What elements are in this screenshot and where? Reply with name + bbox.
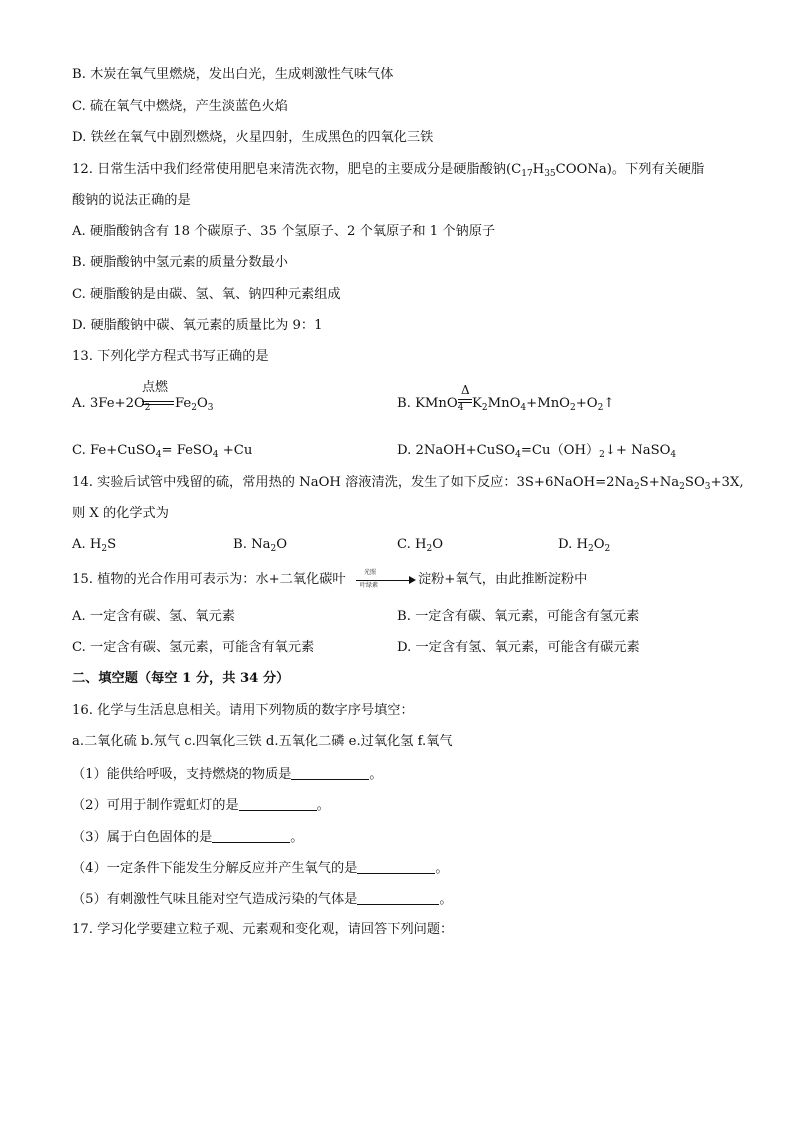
q16-blank-5[interactable] [357,890,439,905]
q13-b-condition: Δ [461,383,470,397]
q14-option-d: D. $H_2O_2$ [558,537,611,554]
q12-option-a: A. 硬脂酸钠含有 18 个碳原子、35 个氢原子、2 个氧原子和 1 个钠原子 [72,224,496,239]
q15-stem-left: 15. 植物的光合作用可表示为：水+二氧化碳叶 [72,572,346,587]
q11-option-c: C. 硫在氧气中燃烧，产生淡蓝色火焰 [72,99,288,114]
section-2-heading: 二、填空题（每空 1 分，共 34 分） [72,671,290,686]
q15-option-d: D. 一定含有氢、氧元素，可能含有碳元素 [397,640,640,655]
q14-stem-line2: 则 X 的化学式为 [72,506,169,521]
q16-part-1: （1）能供给呼吸，支持燃烧的物质是 。 [72,767,383,782]
q13-option-a-left: A. $3Fe+2O_2$ [72,396,151,413]
q12-stem-line2: 酸钠的说法正确的是 [72,193,191,208]
q13-b-equals-sign [458,399,472,403]
q16-substances: a.二氧化硫 b.氖气 c.四氧化三铁 d.五氧化二磷 e.过氧化氢 f.氧气 [72,734,453,749]
q13-option-a-right: $Fe_2O_3$ [175,396,214,413]
q15-arrow-condition-bottom: 叶绿素 [360,582,379,589]
q13-stem: 13. 下列化学方程式书写正确的是 [72,349,269,364]
q16-part-2: （2）可用于制作霓虹灯的是 。 [72,798,330,813]
q15-arrow-head-icon [409,576,416,584]
q13-a-condition: 点燃 [142,380,169,395]
q15-option-c: C. 一定含有碳、氢元素，可能含有氧元素 [72,640,315,655]
q12-option-c: C. 硬脂酸钠是由碳、氢、氧、钠四种元素组成 [72,287,341,302]
q16-blank-4[interactable] [357,859,435,874]
q15-option-a: A. 一定含有碳、氢、氧元素 [72,609,235,624]
q16-blank-3[interactable] [212,828,290,843]
q16-part-3: （3）属于白色固体的是 。 [72,830,304,845]
q12-option-d: D. 硬脂酸钠中碳、氧元素的质量比为 9：1 [72,318,323,333]
q16-part-5: （5）有刺激性气味且能对空气造成污染的气体是 。 [72,892,453,907]
q14-option-b: B. $Na_2O$ [233,537,288,554]
q13-option-b-right: $K_2MnO_4+MnO_2+O_2↑$ [472,396,615,413]
q11-option-d: D. 铁丝在氧气中剧烈燃烧，火星四射，生成黑色的四氧化三铁 [72,130,434,145]
q13-option-c: C. Fe+CuSO$_4$= FeSO$_4$ +Cu [72,443,253,460]
q12-stem-line1: 12. 日常生活中我们经常使用肥皂来清洗衣物，肥皂的主要成分是硬脂酸钠$(C_{17}H_{35}COONa)$。下列有关硬脂 [72,162,705,179]
q15-option-b: B. 一定含有碳、氧元素，可能含有氢元素 [397,609,640,624]
q16-part-4: （4）一定条件下能发生分解反应并产生氧气的是 。 [72,861,449,876]
q12-option-b: B. 硬脂酸钠中氢元素的质量分数最小 [72,255,288,270]
q15-stem-right: 淀粉+氧气，由此推断淀粉中 [418,572,588,587]
q13-option-b-left: B. KMnO$_4$ [397,396,464,413]
q16-blank-1[interactable] [291,765,369,780]
q13-option-d: D. $2NaOH+CuSO_4=Cu(OH)_2↓+$ NaSO$_4$ [397,443,677,460]
q15-arrow-line [356,580,410,581]
q14-option-c: C. $H_2O$ [397,537,444,554]
q14-stem-line1: 14. 实验后试管中残留的硫，常用热的 NaOH 溶液清洗，发生了如下反应：$3S+6NaOH=2Na_2S+Na_2SO_3+3X$, [72,475,744,492]
q15-arrow-condition-top: 光照 [364,569,377,576]
q14-option-a: A. $H_2S$ [72,537,117,554]
q16-blank-2[interactable] [239,796,317,811]
q17-stem: 17. 学习化学要建立粒子观、元素观和变化观，请回答下列问题： [72,922,454,937]
q11-option-b: B. 木炭在氧气里燃烧，发出白光，生成刺激性气味气体 [72,67,394,82]
q16-stem: 16. 化学与生活息息相关。请用下列物质的数字序号填空： [72,703,414,718]
